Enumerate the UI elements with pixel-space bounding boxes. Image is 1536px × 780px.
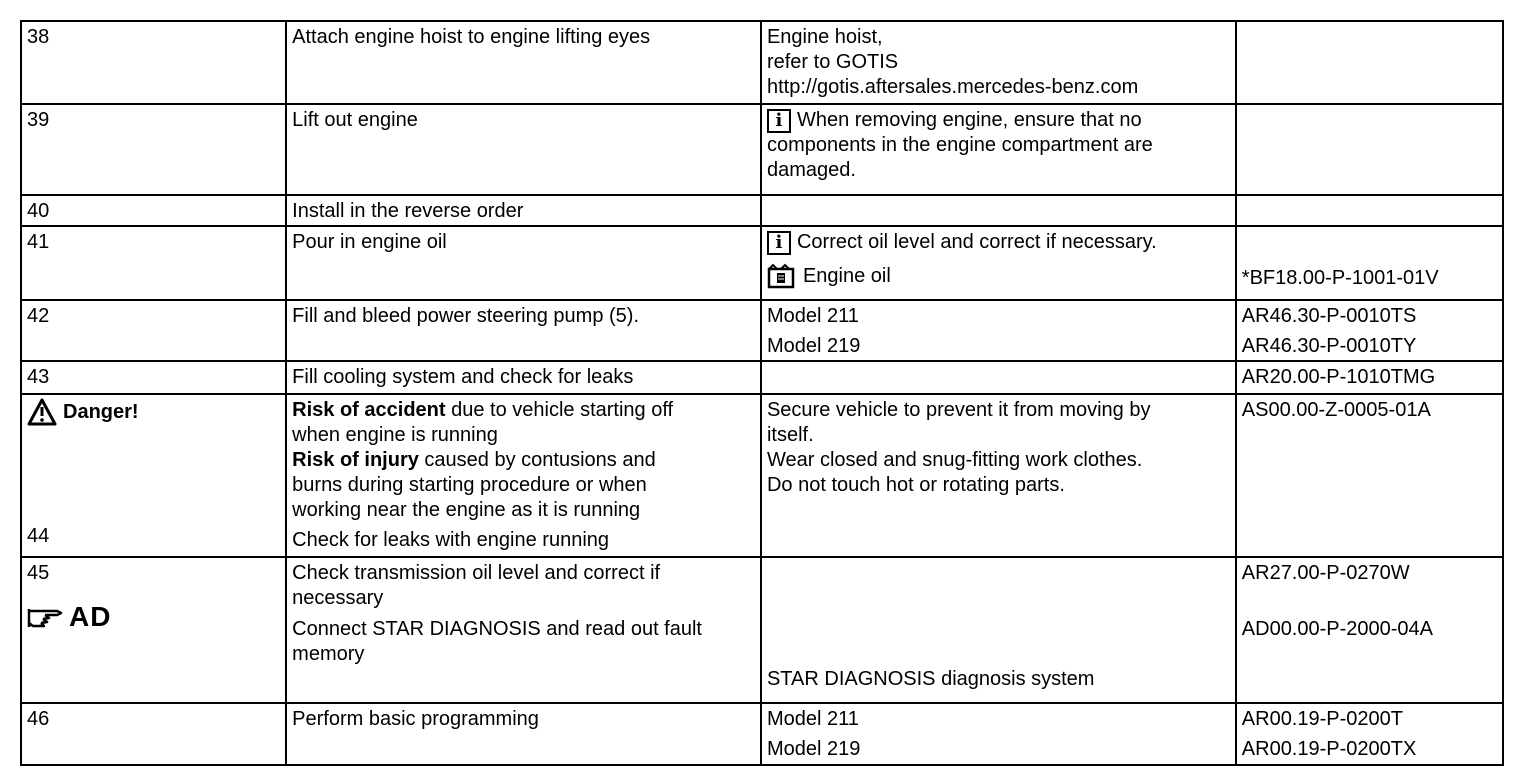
table-row	[21, 104, 1503, 195]
step-number: 41	[21, 226, 286, 300]
warning-triangle-icon	[27, 398, 57, 426]
step-reference: AR20.00-P-1010TMG	[1236, 361, 1503, 394]
table-row	[21, 21, 1503, 104]
step-number: 40	[21, 195, 286, 226]
step-number: 46	[21, 703, 286, 765]
step-number: 39	[21, 104, 286, 195]
table-row	[21, 226, 1503, 300]
step-reference: AS00.00-Z-0005-01A	[1236, 394, 1503, 557]
ad-label: AD	[69, 601, 112, 632]
info-icon: i	[767, 109, 791, 133]
step-notes	[761, 361, 1236, 394]
step-notes: STAR DIAGNOSIS diagnosis system	[761, 557, 1236, 703]
step-notes: Engine hoist, refer to GOTIS http://gotis.aftersales.mercedes-benz.com	[761, 21, 1236, 104]
table-row	[21, 394, 1503, 557]
pointing-hand-icon	[27, 605, 63, 629]
step-reference	[1236, 21, 1503, 104]
step-number: 43	[21, 361, 286, 394]
step-notes: i When removing engine, ensure that no components in the engine compartment are damaged.	[761, 104, 1236, 195]
step-notes: Model 211 Model 219	[761, 703, 1236, 765]
step-reference	[1236, 104, 1503, 195]
step-description: Attach engine hoist to engine lifting eyes	[286, 21, 761, 104]
step-description: Fill and bleed power steering pump (5).	[286, 300, 761, 361]
step-description: Risk of accident due to vehicle starting off when engine is running Risk of injury caused by contusions and burns during starting procedure or when working near the engine as it is running Check for leaks with engine running	[286, 394, 761, 557]
danger-label: Danger!	[63, 400, 139, 423]
step-number: 45 AD	[21, 557, 286, 703]
table-row	[21, 195, 1503, 226]
step-description: Pour in engine oil	[286, 226, 761, 300]
table-row	[21, 557, 1503, 703]
step-reference: *BF18.00-P-1001-01V	[1236, 226, 1503, 300]
step-notes: Model 211 Model 219	[761, 300, 1236, 361]
procedure-table	[20, 20, 1504, 766]
step-description: Lift out engine	[286, 104, 761, 195]
step-reference	[1236, 195, 1503, 226]
step-notes: Secure vehicle to prevent it from moving by itself. Wear closed and snug-fitting work clothes. Do not touch hot or rotating parts.	[761, 394, 1236, 557]
table-row	[21, 361, 1503, 394]
step-reference: AR27.00-P-0270W AD00.00-P-2000-04A	[1236, 557, 1503, 703]
table-row	[21, 703, 1503, 765]
step-reference: AR46.30-P-0010TS AR46.30-P-0010TY	[1236, 300, 1503, 361]
step-number: 38	[21, 21, 286, 104]
step-number: Danger! 44	[21, 394, 286, 557]
step-reference: AR00.19-P-0200T AR00.19-P-0200TX	[1236, 703, 1503, 765]
step-notes: i Correct oil level and correct if necessary. Engine oil	[761, 226, 1236, 300]
table-row	[21, 300, 1503, 361]
step-description: Check transmission oil level and correct if necessary Connect STAR DIAGNOSIS and read out fault memory	[286, 557, 761, 703]
info-icon: i	[767, 231, 791, 255]
step-number: 42	[21, 300, 286, 361]
oil-can-icon	[767, 263, 797, 289]
step-description: Perform basic programming	[286, 703, 761, 765]
step-notes	[761, 195, 1236, 226]
step-description: Install in the reverse order	[286, 195, 761, 226]
step-description: Fill cooling system and check for leaks	[286, 361, 761, 394]
